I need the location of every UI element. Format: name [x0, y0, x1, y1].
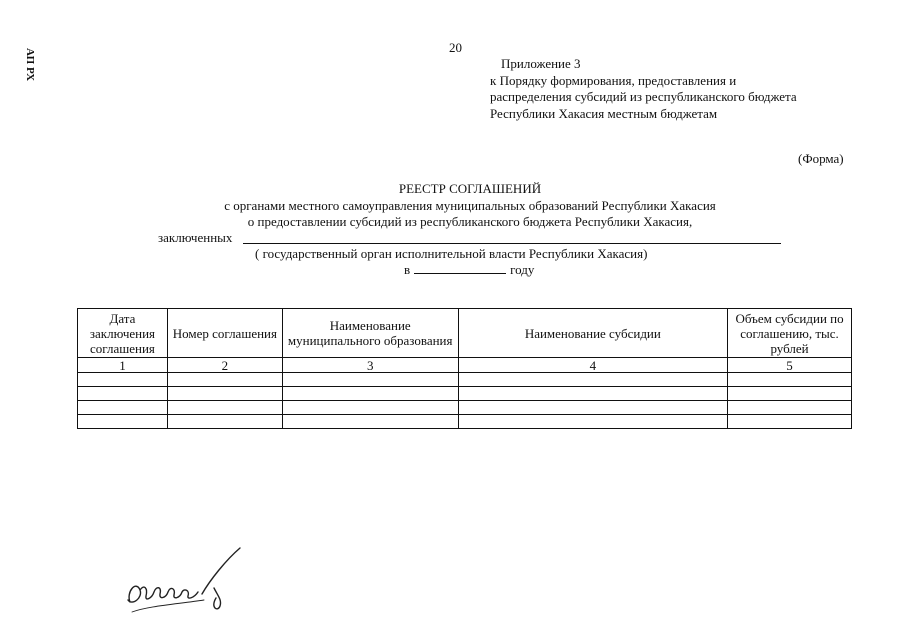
- year-suffix: году: [510, 262, 535, 277]
- table-row: [78, 387, 852, 401]
- year-blank-line: [414, 262, 506, 274]
- column-number: 2: [167, 358, 282, 373]
- header-subsidy-name: Наименование субсидии: [458, 309, 728, 358]
- table-cell: [728, 401, 852, 415]
- registry-table: [77, 308, 852, 429]
- table-cell: [78, 373, 168, 387]
- table-cell: [167, 415, 282, 429]
- handwritten-signature: [118, 540, 248, 620]
- table-cell: [458, 387, 728, 401]
- table-row: [78, 401, 852, 415]
- concluded-label: заключенных: [158, 230, 233, 245]
- table-cell: [728, 373, 852, 387]
- appendix-line: к Порядку формирования, предоставления и: [490, 72, 737, 88]
- year-prefix: в: [404, 262, 411, 277]
- header-subsidy-amount: Объем субсидии по соглашению, тыс. рублей: [728, 309, 852, 358]
- header-municipality-name: Наименование муниципального образования: [282, 309, 458, 358]
- year-row: [404, 262, 534, 278]
- column-number: 4: [458, 358, 728, 373]
- document-heading: РЕЕСТР СОГЛАШЕНИЙ: [398, 181, 542, 196]
- table-cell: [458, 401, 728, 415]
- appendix-line: Приложение 3: [501, 56, 581, 71]
- title-line-2: о предоставлении субсидий из республиканского бюджета Республики Хакасия,: [247, 214, 693, 229]
- document-title-block: [150, 181, 790, 231]
- title-line-1: с органами местного самоуправления муниципальных образований Республики Хакасия: [224, 197, 716, 213]
- column-number: 3: [282, 358, 458, 373]
- column-number-row: [78, 358, 852, 373]
- table-cell: [78, 401, 168, 415]
- table-cell: [728, 387, 852, 401]
- side-stamp-mark: АП РХ: [24, 48, 36, 82]
- table-cell: [728, 415, 852, 429]
- table-cell: [282, 373, 458, 387]
- table-cell: [78, 387, 168, 401]
- table-row: [78, 373, 852, 387]
- appendix-block: [490, 56, 797, 122]
- header-agreement-number: Номер соглашения: [167, 309, 282, 358]
- column-number: 1: [78, 358, 168, 373]
- table-cell: [167, 373, 282, 387]
- table-cell: [282, 401, 458, 415]
- concluded-fill-line: [243, 243, 781, 244]
- column-number: 5: [728, 358, 852, 373]
- page-number: 20: [449, 40, 462, 55]
- table-cell: [458, 373, 728, 387]
- form-label: (Форма): [798, 151, 844, 166]
- appendix-line: Республики Хакасия местным бюджетам: [490, 105, 718, 121]
- appendix-line: распределения субсидий из республиканского бюджета: [490, 89, 797, 104]
- table-header-row: [78, 309, 852, 358]
- authority-note: ( государственный орган исполнительной власти Республики Хакасия): [255, 246, 648, 261]
- table-cell: [167, 387, 282, 401]
- table-cell: [282, 415, 458, 429]
- table-row: [78, 415, 852, 429]
- table-cell: [458, 415, 728, 429]
- empty-rows-body: [78, 373, 852, 429]
- table-cell: [78, 415, 168, 429]
- table-cell: [282, 387, 458, 401]
- header-agreement-date: Дата заключения соглашения: [78, 309, 168, 358]
- table-cell: [167, 401, 282, 415]
